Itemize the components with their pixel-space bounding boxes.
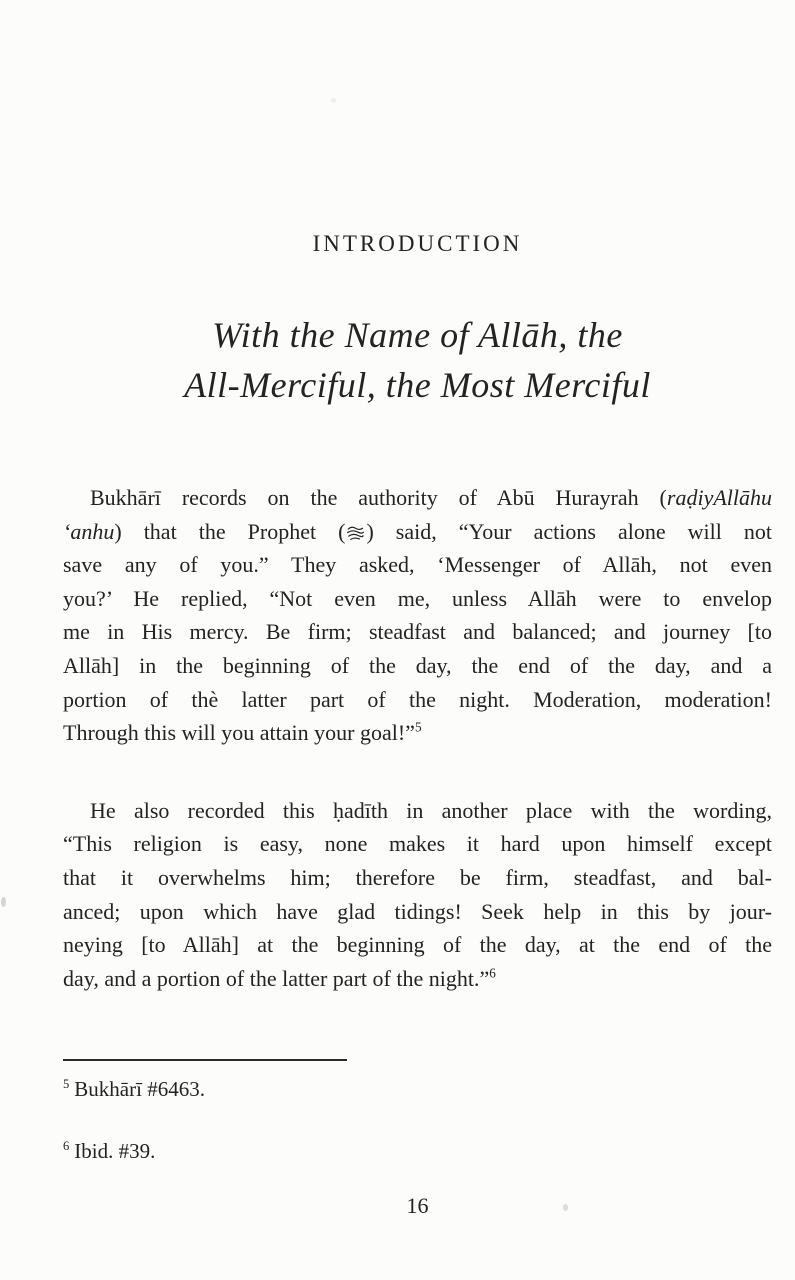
text-line: He also recorded this ḥadīth in another place with the wording,: [90, 797, 772, 823]
footnote: [63, 1138, 772, 1164]
text-line: portion of thè latter part of the night. Moderation, moderation!: [63, 686, 772, 712]
page-content: [63, 0, 772, 1219]
footnote-text: Bukhārī #6463.: [74, 1077, 205, 1102]
prophet-honorific-icon: [346, 517, 365, 549]
footnotes: [63, 1076, 772, 1164]
footnote: [63, 1076, 772, 1102]
scan-speck: [1, 897, 6, 907]
bismillah-title-line-1: With the Name of Allāh, the: [212, 315, 623, 355]
paragraph: [63, 481, 772, 750]
text-line: ‘anhu) that the Prophet ( ) said, “Your actions alone will not: [63, 515, 772, 549]
text-line: Bukhārī records on the authority of Abū Hurayrah (raḍiyAllāhu: [90, 485, 772, 510]
text-line: that it overwhelms him; therefore be firm, steadfast, and bal-: [63, 864, 772, 890]
bismillah-title-line-2: All-Merciful, the Most Merciful: [184, 365, 651, 405]
page-heading: INTRODUCTION: [312, 231, 523, 256]
footnote-text: Ibid. #39.: [74, 1139, 156, 1164]
text-line: day, and a portion of the latter part of the night.”$^6$: [63, 965, 496, 991]
text-line: neying [to Allāh] at the beginning of the day, at the end of the: [63, 932, 772, 958]
text-line: Through this will you attain your goal!”$^5$: [63, 719, 422, 746]
text-line: Allāh] in the beginning of the day, the end of the day, and a: [63, 652, 772, 678]
bismillah-title: [63, 310, 772, 410]
scan-speck: [563, 1204, 568, 1211]
page-number: 16: [406, 1193, 429, 1219]
text-line: save any of you.” They asked, ‘Messenger of Allāh, not even: [63, 552, 772, 578]
body-paragraphs: [63, 481, 772, 995]
footnote-marker: 6: [63, 1139, 70, 1154]
text-line: anced; upon which have glad tidings! Seek help in this by jour-: [63, 898, 772, 924]
text-line: me in His mercy. Be firm; steadfast and balanced; and journey [to: [63, 619, 772, 645]
paragraph: [63, 794, 772, 996]
scan-speck: [331, 98, 336, 103]
text-line: “This religion is easy, none makes it hard upon himself except: [63, 831, 772, 857]
text-line: you?’ He replied, “Not even me, unless Allāh were to envelop: [63, 585, 772, 611]
footnote-divider: [63, 1059, 347, 1061]
footnote-marker: 5: [63, 1077, 70, 1092]
